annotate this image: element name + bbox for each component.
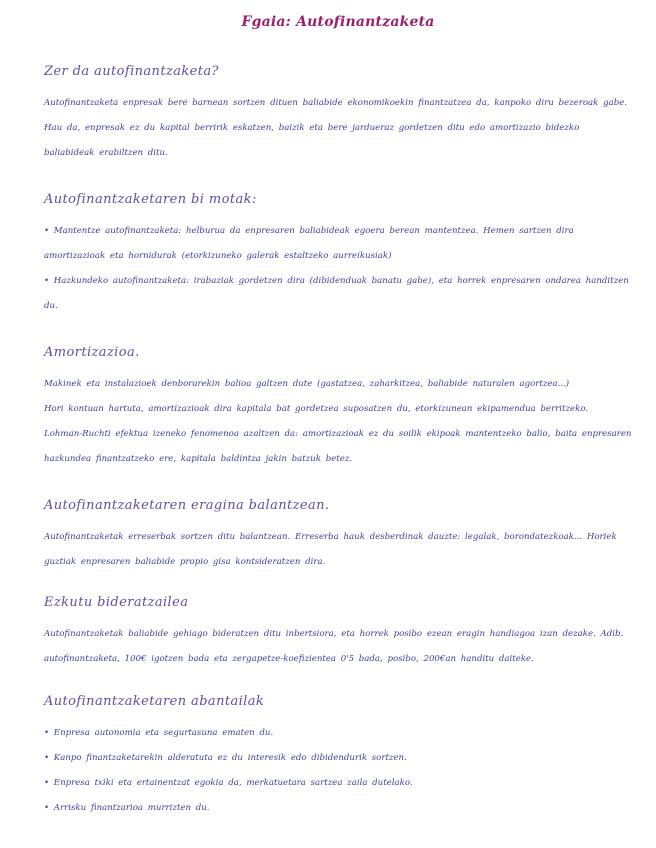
section-definition bbox=[44, 64, 632, 166]
bullet-item: • Mantentze autofinantzaketa: helburua da enpresaren baliabideak egoera berean mantentzea. Hemen sartzen dira amortizazioak eta hornidurak (etorkizuneko galerak estaltzeko aurreikusiak) bbox=[44, 226, 574, 261]
section-heading: Autofinantzaketaren eragina balantzean. bbox=[44, 498, 330, 513]
section-paragraph: Hori kontuan hartuta, amortizazioak dira kapitala bat gordetzea suposatzen du, etorkizunean ekipamendua berritzeko. bbox=[44, 404, 589, 414]
section-multiplier bbox=[44, 595, 632, 672]
section-types bbox=[44, 192, 632, 319]
section-paragraph: Autofinantzaketak baliabide gehiago bideratzen ditu inbertsiora, eta horrek posibo ezean eragin handiagoa izan dezake. Adib. autofinantzaketa, 100€ igotzen bada eta zergapetze-koefizientea 0'5 bada, posibo, 200€an handitu daiteke. bbox=[44, 629, 624, 664]
section-balance-effect bbox=[44, 498, 632, 575]
section-amortization bbox=[44, 345, 632, 472]
section-heading: Zer da autofinantzaketa? bbox=[44, 64, 219, 79]
bullet-item: • Kanpo finantzaketarekin alderatuta ez du interesik edo dibidendurik sortzen. bbox=[44, 753, 407, 763]
bullet-item: • Enpresa autonomia eta segurtasuna ematen du. bbox=[44, 728, 274, 738]
bullet-item: • Arrisku finantzarioa murrizten du. bbox=[44, 803, 210, 813]
page-title: Fgaia: Autofinantzaketa bbox=[241, 14, 435, 30]
section-heading: Autofinantzaketaren bi motak: bbox=[44, 192, 257, 207]
section-heading: Amortizazioa. bbox=[44, 345, 140, 360]
section-advantages bbox=[44, 694, 632, 821]
section-paragraph: Autofinantzaketak erreserbak sortzen ditu balantzean. Erreserba hauk desberdinak dauzte: legalak, borondatezkoak... Horiek guztiak enpresaren baliabide propio gisa kontsideratzen dira. bbox=[44, 532, 617, 567]
bullet-item: • Enpresa txiki eta ertainentzat egokia da, merkatuetara sartzea zaila dutelako. bbox=[44, 778, 413, 788]
section-heading: Autofinantzaketaren abantailak bbox=[44, 694, 265, 709]
section-paragraph: Lohman-Ruchti efektua izeneko fenomenoa azaltzen da: amortizazioak ez du soilik ekipoak mantentzeko balio, baita enpresaren hazkundea finantzatzeko ere, kapitala baldintza jakin batzuk betez. bbox=[44, 429, 632, 464]
bullet-item: • Hazkundeko autofinantzaketa: irabaziak gordetzen dira (dibidenduak banatu gabe), eta horrek enpresaren ondarea handitzen du. bbox=[44, 276, 629, 311]
section-paragraph: Autofinantzaketa enpresak bere barnean sortzen dituen baliabide ekonomikoekin finantzatzea da, kanpoko diru bezeroak gabe. Hau da, enpresak ez du kapital berririk eskatzen, baizik eta bere jardueraz gordetzen ditu edo amortizazio bidezko baliabideak erabiltzen ditu. bbox=[44, 98, 628, 158]
section-heading: Ezkutu bideratzailea bbox=[44, 595, 189, 610]
section-paragraph: Makinek eta instalazioek denborarekin balioa galtzen dute (gastatzea, zaharkitzea, baliabide naturalen agortzea...) bbox=[44, 379, 570, 389]
